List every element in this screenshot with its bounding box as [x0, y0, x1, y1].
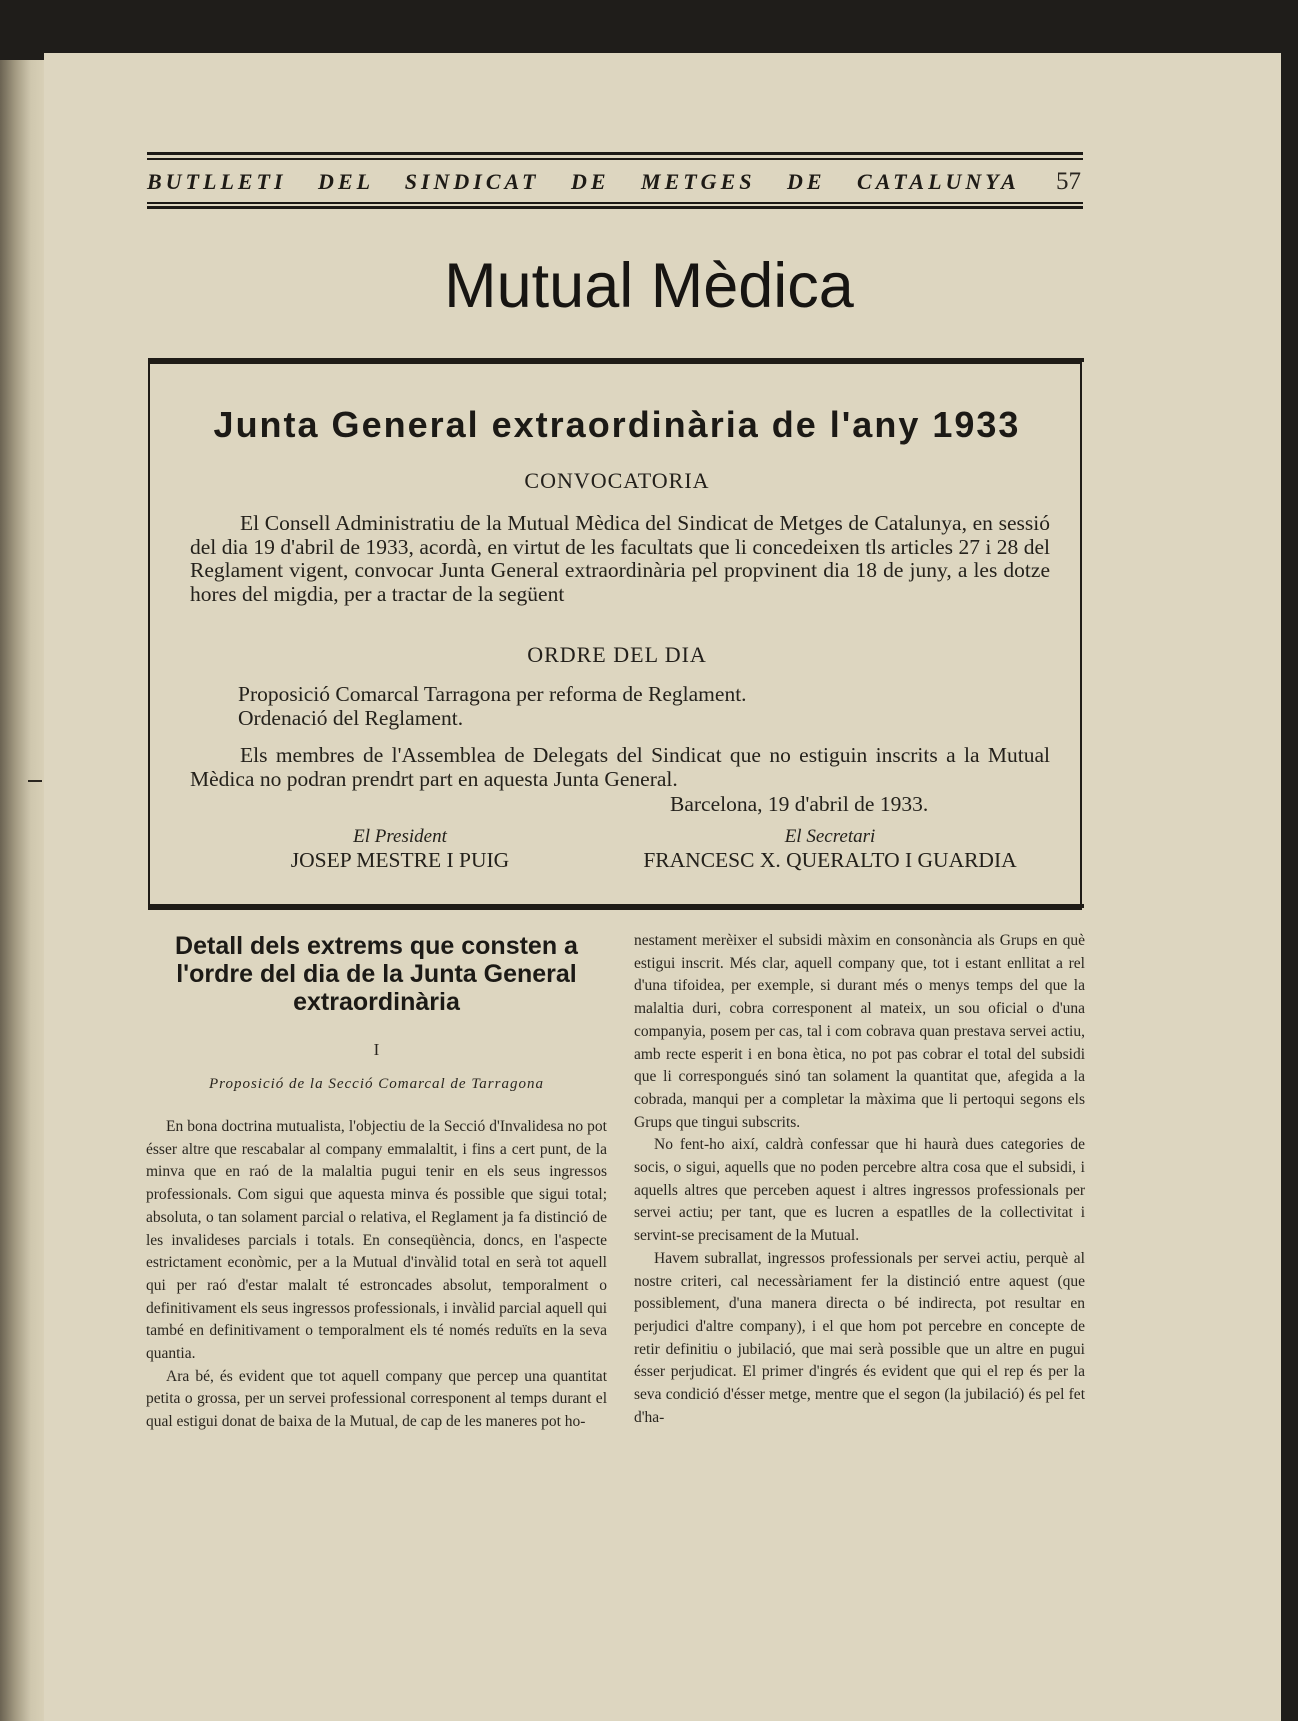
secretary-signature	[610, 826, 1050, 873]
secretary-role: El Secretari	[784, 826, 876, 847]
page-number: 57	[1056, 168, 1081, 195]
paragraph: No fent-ho així, caldrà confessar que hi haurà dues categories de socis, o sigui, aquells que no poden percebre altra cosa que el subsidi, i aquells altres que perceben aquest i altres ingressos professionals per servei actiu; per tant, que es lucren a espatlles de la collectivitat i servint-se precisament de la Mutual.	[634, 1136, 1085, 1245]
paragraph: Ara bé, és evident que tot aquell company que percep una quantitat petita o grossa, per un servei professional corresponent al temps durant el qual estigui donat de baixa de la Mutual, de cap de les maneres pot ho-	[146, 1367, 607, 1431]
notice-note: Els membres de l'Assemblea de Delegats del Sindicat que no estiguin inscrits a la Mutual Mèdica no podran prendrt part en aquesta Junta General.	[190, 743, 1050, 791]
header-rule-top	[147, 152, 1083, 155]
article-title: Detall dels extrems que consten a l'ordre del dia de la Junta General extraordinària	[175, 932, 578, 1016]
paragraph: En bona doctrina mutualista, l'objectiu de la Secció d'Invalidesa no pot ésser altre que rescabalar al company emmalaltit, i fins a cert punt, de la minva que en raó de la malaltia pugui tenir en els seus ingressos professionals. Com sigui que aquesta minva és possible que sigui total; absoluta, o tan solament parcial o relativa, el Reglament ja fa distinció de les invalideses parcials i totals. En conseqüència, doncs, en l'aspecte estrictament econòmic, per a la Mutual d'invàlid total en serà tot aquell qui per raó d'estar malalt té estroncades absolut, temporalment o definitivament els seus ingressos professionals, i invàlid parcial aquell qui també en definitivament o temporalment els té només reduïts en la seva quantia.	[146, 1118, 607, 1363]
president-signature	[250, 826, 550, 873]
header-rule-bottom	[147, 206, 1083, 209]
agenda-heading: ORDRE DEL DIA	[527, 642, 707, 667]
header-rule-top-thin	[147, 158, 1083, 160]
notice-rule-bottom	[148, 904, 1084, 908]
paragraph: Havem subrallat, ingressos professionals per servei actiu, perquè al nostre criteri, cal necessàriament fer la distinció entre aquest (que possiblement, d'una manera directa o bé indirecta, pot resultar en perjudici d'altre company), i el que hom pot percebre en concepte de retir definitiu o jubilació, que mai serà possible que un altre en pugui ésser perjudicat. El primer d'ingrés és evident que qui el rep és per la seva condició d'ésser metge, mentre que el segon (la jubilació) és pel fet d'ha-	[634, 1249, 1085, 1426]
notice-date: Barcelona, 19 d'abril de 1933.	[670, 792, 929, 816]
notice-body: El Consell Administratiu de la Mutual Mèdica del Sindicat de Metges de Catalunya, en sessió del dia 19 d'abril de 1933, acordà, en virtut de les facultats que li concedeixen tls articles 27 i 28 del Reglament vigent, convocar Junta General extraordinària pel propvinent dia 18 de juny, a les dotze hores del migdia, per a tractar de la següent	[190, 511, 1050, 606]
secretary-name: FRANCESC X. QUERALTO I GUARDIA	[643, 848, 1017, 872]
running-header	[147, 166, 1083, 202]
agenda-item: Ordenació del Reglament.	[238, 706, 464, 730]
journal-title: BUTLLETI DEL SINDICAT DE METGES DE CATALUNYA	[147, 169, 1020, 194]
paragraph: nestament merèixer el subsidi màxim en consonància als Grups en què estigui inscrit. Més clar, aquell company que, tot i estant enllitat a rel d'una tifoidea, per exemple, si durant més o menys temps del que la malaltia duri, cobra corresponent al mateix, un sou oficial o d'una companyia, posem per cas, tal i com cobrava quan prestava servei actiu, amb recte esperit i en bona ètica, no pot pas cobrar el total del subsidi que li correspongués sinó tan solament la quantitat que, afegida a la cobrada, manqui per a completar la màxima que li pertoqui segons els Grups que tingui subscrits.	[634, 932, 1085, 1131]
article-column-right	[634, 930, 1085, 1429]
main-title: Mutual Mèdica	[444, 251, 854, 321]
president-role: El President	[353, 826, 447, 847]
agenda-item: Proposició Comarcal Tarragona per reforma de Reglament.	[238, 682, 747, 706]
header-rule-bottom-thin	[147, 202, 1083, 204]
notice-box	[148, 362, 1082, 910]
president-name: JOSEP MESTRE I PUIG	[290, 848, 510, 872]
section-numeral: I	[373, 1040, 380, 1059]
notice-heading: CONVOCATORIA	[524, 468, 710, 493]
article-column-left	[146, 1116, 607, 1434]
notice-title: Junta General extraordinària de l'any 1933	[213, 404, 1021, 445]
section-subtitle: Proposició de la Secció Comarcal de Tarragona	[209, 1076, 544, 1092]
crop-mark	[28, 780, 42, 782]
